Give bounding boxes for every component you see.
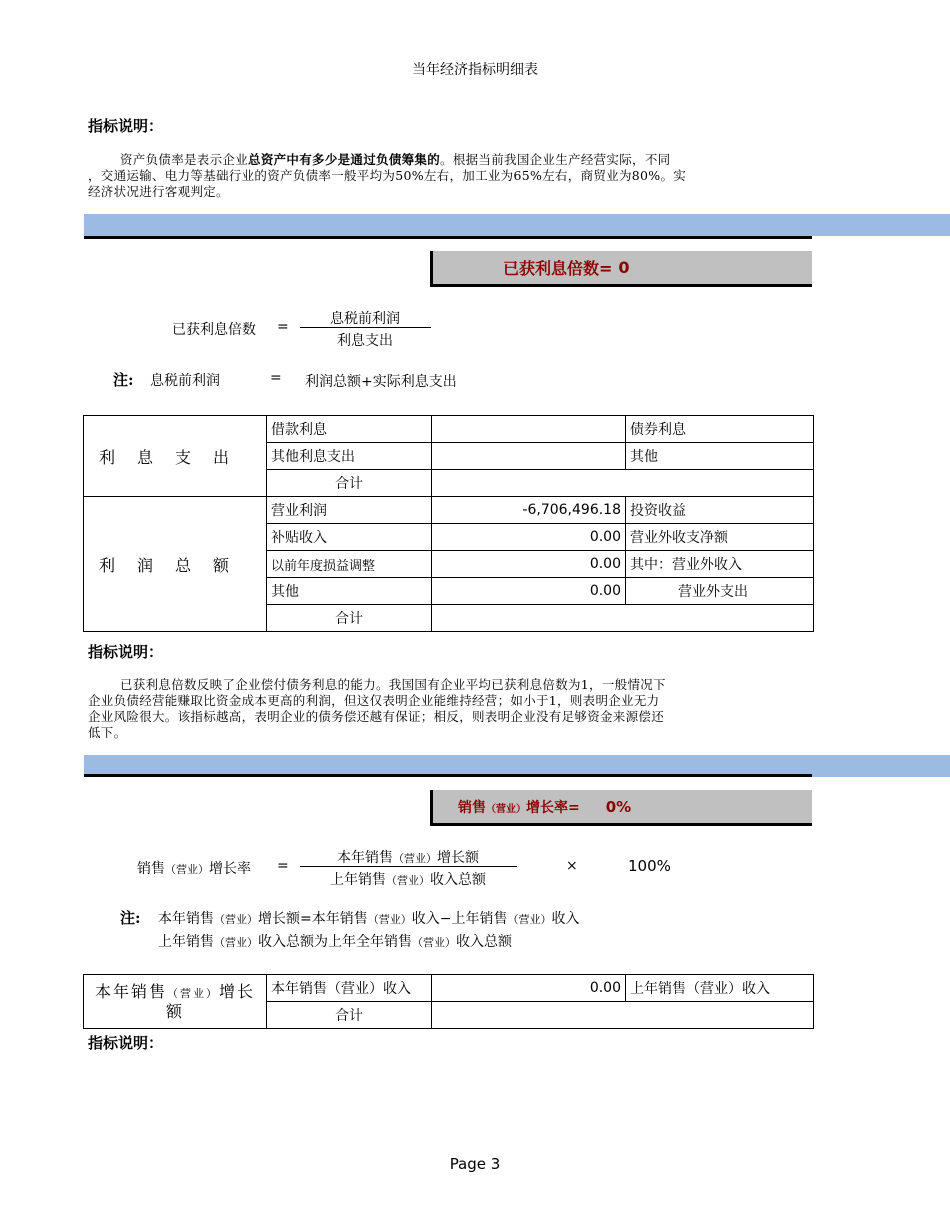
table-row [84,975,814,1002]
operating-profit-value: -6,706,496.18 [432,497,626,524]
current-sales-value: 0.00 [432,975,626,1002]
prior-adjust-value: 0.00 [432,551,626,578]
formula-times: × [566,858,578,874]
non-op-income-label: 其中：营业外收入 [626,551,814,578]
sales-subtotal-value [432,1002,814,1029]
section-rule [84,236,812,239]
desc-text: ，交通运输、电力等基础行业的资产负债率一般平均为50%左右，加工业为65%左右，商贸业为80%。实 [88,168,687,183]
current-sales-label: 本年销售（营业）收入 [267,975,432,1002]
investment-income-label: 投资收益 [626,497,814,524]
formula-equals: = [277,858,289,874]
subsidy-income-value: 0.00 [432,524,626,551]
result-label: 销售（营业）增长率= [458,799,580,816]
interest-profit-table [83,415,814,632]
section-rule [84,774,812,777]
other-label: 其他 [626,443,814,470]
page-number: Page 3 [449,1155,501,1173]
section-band [84,214,950,236]
profit-other-label: 其他 [267,578,432,605]
indicator-note-label: 指标说明： [88,1034,164,1052]
sales-growth-result [430,790,812,826]
previous-sales-label: 上年销售（营业）收入 [626,975,814,1002]
desc-text: 。根据当前我国企业生产经营实际，不同 [440,152,671,167]
result-value: 0% [605,797,632,816]
note-label: 注: [113,371,134,389]
note-rhs: 利润总额+实际利息支出 [305,374,457,390]
note-line-1: 本年销售（营业）增长额=本年销售（营业）收入−上年销售（营业）收入 [158,911,580,927]
other-interest-value [432,443,626,470]
loan-interest-label: 借款利息 [267,416,432,443]
sales-growth-table [83,974,814,1029]
loan-interest-value [432,416,626,443]
profit-subtotal-value [432,605,814,632]
table-row [84,416,814,443]
interest-subtotal-label: 合计 [267,470,432,497]
page-title: 当年经济指标明细表 [412,62,538,78]
table-row [84,497,814,524]
profit-other-value: 0.00 [432,578,626,605]
desc-text: 已获利息倍数反映了企业偿付债务利息的能力。我国国有企业平均已获利息倍数为1，一般情况下 [120,677,666,692]
bond-interest-label: 债券利息 [626,416,814,443]
formula-denominator: 上年销售（营业）收入总额 [330,872,486,888]
profit-subtotal-label: 合计 [267,605,432,632]
desc-text: 经济状况进行客观判定。 [88,184,229,199]
total-profit-group: 利润总额 [84,497,267,632]
formula-numerator: 息税前利润 [330,311,400,327]
result-label: 已获利息倍数= [503,259,613,278]
formula-numerator: 本年销售（营业）增长额 [337,850,479,866]
note-equals: = [270,370,282,386]
note-label: 注: [120,909,141,927]
fraction-line [300,866,517,867]
non-op-net-label: 营业外收支净额 [626,524,814,551]
desc-text: 企业负债经营能赚取比资金成本更高的利润，但这仅表明企业能维持经营；如小于1，则表明企业无力 [88,693,660,708]
note-line-2: 上年销售（营业）收入总额为上年全年销售（营业）收入总额 [158,934,512,950]
note-lhs: 息税前利润 [150,373,220,389]
indicator-note-label: 指标说明： [88,117,164,135]
subsidy-income-label: 补贴收入 [267,524,432,551]
formula-lhs: 销售（营业）增长率 [137,861,251,877]
desc-text: 低下。 [88,725,127,740]
other-interest-label: 其他利息支出 [267,443,432,470]
interest-expense-group: 利息支出 [84,416,267,497]
operating-profit-label: 营业利润 [267,497,432,524]
formula-factor: 100% [628,857,671,875]
non-op-expense-label: 营业外支出 [626,578,814,605]
indicator-note-label: 指标说明： [88,643,164,661]
fraction-line [300,327,431,328]
formula-denominator: 利息支出 [337,333,393,349]
interest-coverage-result [430,251,812,287]
desc-text: 企业风险很大。该指标越高，表明企业的债务偿还越有保证；相反，则表明企业没有足够资金来源偿还 [88,709,665,724]
debt-ratio-description [88,152,812,200]
interest-subtotal-value [432,470,814,497]
formula-lhs: 已获利息倍数 [172,322,256,338]
desc-text: 资产负债率是表示企业 [120,152,249,167]
sales-subtotal-label: 合计 [267,1002,432,1029]
sales-growth-group: 本年销售（营业）增长额 [84,975,267,1029]
prior-adjust-label: 以前年度损益调整 [267,551,432,578]
result-value: 0 [618,258,630,277]
interest-coverage-description [88,677,812,741]
desc-bold-text: 总资产中有多少是通过负债筹集的 [248,152,441,167]
formula-equals: = [277,319,289,335]
